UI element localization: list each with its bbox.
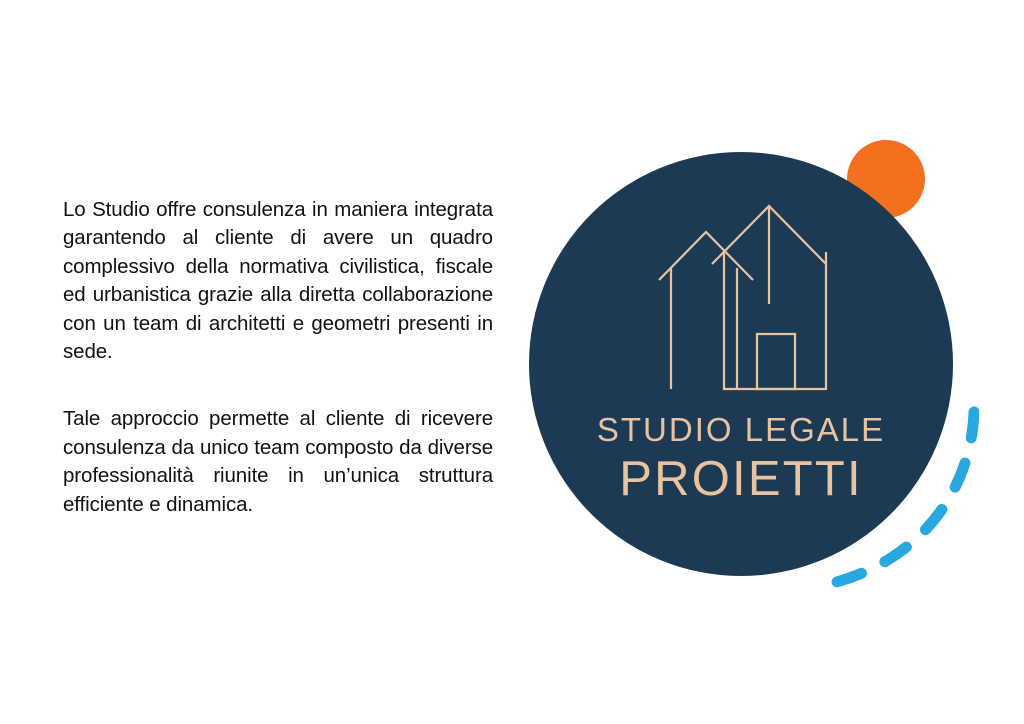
logo-line-studio-legale: STUDIO LEGALE [596, 411, 886, 448]
navy-circle-background [529, 152, 953, 576]
logo-block [529, 140, 969, 600]
paragraph-2: Tale approccio permette al cliente di ricevere consulenza da unico team composto da diverse professionalità riunite in un’unica struttura efficiente e dinamica. [63, 407, 493, 516]
house-outline-icon [649, 184, 839, 414]
paragraph-1: Lo Studio offre consulenza in maniera integrata garantendo al cliente di avere un quadro complessivo della normativa civilistica, fiscale ed urbanistica grazie alla diretta collaborazione con un team di architetti e geometri presenti in sede. [63, 198, 493, 364]
logo-wordmark [529, 410, 953, 506]
body-text-column [63, 196, 493, 519]
logo-line-proietti: PROIETTI [619, 452, 863, 506]
